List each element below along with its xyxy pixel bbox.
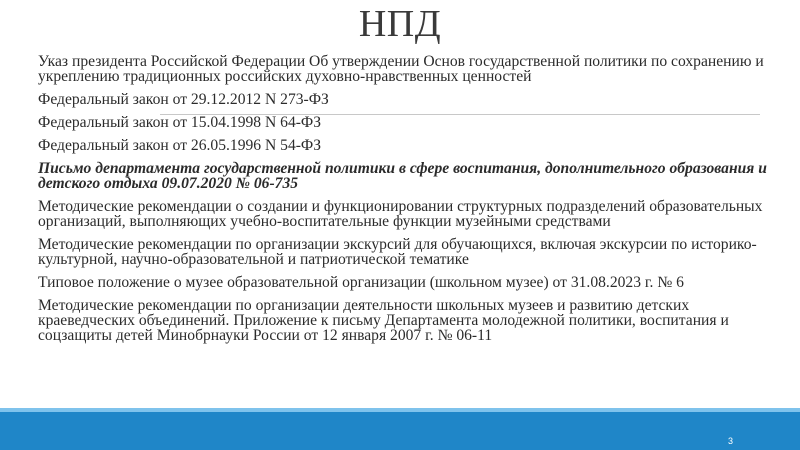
- list-item-school-museums-recommendations: Методические рекомендации по организации деятельности школьных музеев и развитию детских краеведческих объединений. Приложение к письму Департамента молодежной политики, воспитания и соцзащиты детей Минобрнауки России от 12 января 2007 г. № 06-11: [38, 297, 729, 344]
- list-item-decree: Указ президента Российской Федерации Об утверждении Основ государственной политики по сохранению и укреплению традиционных российских духовно-нравственных ценностей: [38, 53, 764, 85]
- list-item-law-54: Федеральный закон от 26.05.1996 N 54-ФЗ: [38, 137, 322, 154]
- list-item-excursions-recommendations: Методические рекомендации по организации экскурсий для обучающихся, включая экскурсии по историко-культурной, научно-образовательной и патриотической тематике: [38, 236, 757, 268]
- page-number: 3: [727, 436, 733, 446]
- list-item-letter-06-735: Письмо департамента государственной политики в сфере воспитания, дополнительного образования и детского отдыха 09.07.2020 № 06-735: [38, 160, 767, 192]
- list-item-law-64: Федеральный закон от 15.04.1998 N 64-ФЗ: [38, 114, 322, 131]
- list-item-law-273: Федеральный закон от 29.12.2012 N 273-ФЗ: [38, 91, 329, 108]
- list-item-school-museum-regulation: Типовое положение о музее образовательной организации (школьном музее) от 31.08.2023 г. № 6: [38, 274, 684, 291]
- footer-band: [0, 412, 800, 450]
- slide-title: НПД: [358, 3, 442, 45]
- document-list: [38, 54, 778, 351]
- list-item-museum-units-recommendations: Методические рекомендации о создании и функционировании структурных подразделений образовательных организаций, выполняющих учебно-воспитательные функции музейными средствами: [38, 198, 763, 230]
